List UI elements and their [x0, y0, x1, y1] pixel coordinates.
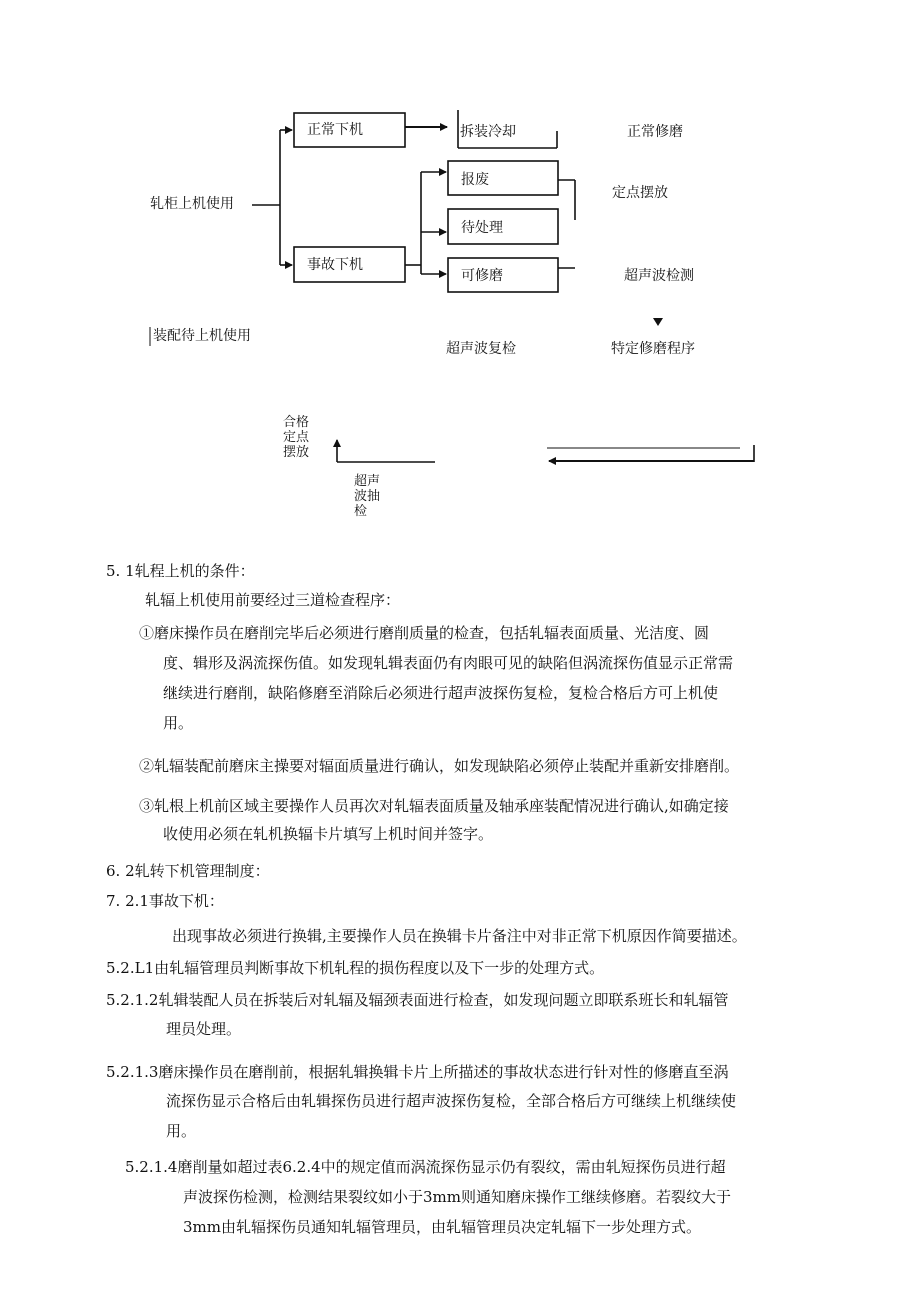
item-1-line-4: 用。 — [163, 714, 194, 732]
item-3-line-1: ③轧根上机前区域主要操作人员再次对轧辐表面质量及轴承座装配情况进行确认,如确定接 — [139, 797, 729, 815]
section-7-2-1-heading: 7. 2.1事故下机： — [106, 892, 224, 910]
item-2: ②轧辐装配前磨床主操要对辐面质量进行确认，如发现缺陷必须停止装配并重新安排磨削。 — [139, 757, 740, 775]
section-5-1-intro: 轧辐上机使用前要经过三道检查程序： — [145, 591, 401, 609]
label-scrap: 报废 — [461, 172, 489, 188]
section-7-2-1-body: 出现事故必须进行换辑,主要操作人员在换辑卡片备注中对非正常下机原因作简要描述。 — [172, 927, 747, 945]
label-ut-detect: 超声波检测 — [624, 268, 694, 284]
para-5-2-1-3-line-2: 流探伤显示合格后由轧辑探伤员进行超声波探伤复检，全部合格后方可继续上机继续使 — [166, 1092, 737, 1110]
item-3-line-2: 收使用必须在轧机换辐卡片填写上机时间并签字。 — [163, 825, 494, 843]
label-special-grind: 特定修磨程序 — [611, 341, 695, 357]
para-5-2-1-1: 5.2.L1由轧辐管理员判断事故下机轧程的损伤程度以及下一步的处理方式。 — [106, 959, 605, 977]
item-1-line-1: ①磨床操作员在磨削完毕后必须进行磨削质量的检查，包括轧辐表面质量、光洁度、圆 — [139, 624, 710, 642]
para-5-2-1-4-line-2: 声波探伤检测，检测结果裂纹如小于3mm则通知磨床操作工继续修磨。若裂纹大于 — [183, 1188, 731, 1206]
flowchart — [0, 0, 920, 540]
item-1-line-2: 度、辑形及涡流探伤值。如发现轧辑表面仍有肉眼可见的缺陷但涡流探伤值显示正常需 — [163, 654, 734, 672]
para-5-2-1-3-line-3: 用。 — [166, 1122, 197, 1140]
label-roll-use: 轧柜上机使用 — [150, 196, 234, 212]
label-ut-recheck: 超声波复检 — [446, 341, 516, 357]
label-normal-off: 正常下机 — [307, 122, 363, 138]
section-6-2-heading: 6. 2轧转下机管理制度： — [106, 862, 270, 880]
label-assemble-wait: 装配待上机使用 — [153, 328, 251, 344]
label-pending: 待处理 — [461, 220, 503, 236]
para-5-2-1-3-line-1: 5.2.1.3磨床操作员在磨削前，根据轧辑换辑卡片上所描述的事故状态进行针对性的修磨直至涡 — [106, 1063, 729, 1081]
label-normal-grind: 正常修磨 — [627, 124, 683, 140]
label-ut-sampling: 超声波抽检 — [354, 474, 381, 519]
para-5-2-1-4-line-3: 3mm由轧辐探伤员通知轧辐管理员，由轧辐管理员决定轧辐下一步处理方式。 — [183, 1218, 701, 1236]
label-repairable: 可修磨 — [461, 268, 503, 284]
para-5-2-1-2-line-2: 理员处理。 — [166, 1020, 242, 1038]
label-qualified-place: 合格定点摆放 — [283, 415, 310, 460]
down-arrow-icon — [653, 318, 663, 326]
item-1-line-3: 继续进行磨削，缺陷修磨至消除后必须进行超声波探伤复检，复检合格后方可上机使 — [163, 684, 719, 702]
label-disassemble-cool: 拆装冷却 — [460, 124, 516, 140]
para-5-2-1-4-line-1: 5.2.1.4磨削量如超过表6.2.4中的规定值而涡流探伤显示仍有裂纹，需由轧短探伤员进行超 — [125, 1158, 726, 1176]
section-5-1-heading: 5. 1轧程上机的条件： — [106, 562, 255, 580]
label-accident-off: 事故下机 — [307, 257, 363, 273]
flowchart-lines — [0, 0, 920, 540]
para-5-2-1-2-line-1: 5.2.1.2轧辑装配人员在拆装后对轧辐及辐颈表面进行检查，如发现问题立即联系班长和轧辐管 — [106, 991, 729, 1009]
label-fixed-place: 定点摆放 — [612, 185, 668, 201]
